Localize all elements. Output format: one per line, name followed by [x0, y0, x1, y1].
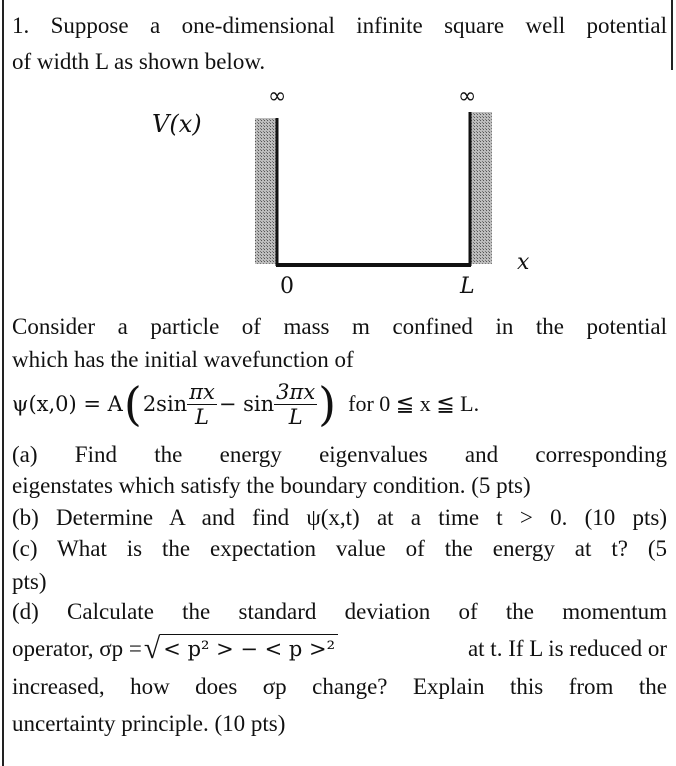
part-d-line-4: uncertainty principle. (10 pts) — [12, 711, 286, 736]
well-diagram — [0, 0, 676, 310]
width-label: L — [460, 274, 475, 299]
right-wall — [470, 112, 492, 264]
term2-den: L — [288, 404, 303, 429]
consider-line-2: which has the initial wavefunction of — [12, 347, 354, 372]
part-c-line-2: pts) — [12, 569, 47, 594]
sqrt-radicand: < p² > − < p >² — [160, 634, 338, 663]
term1-num: πx — [189, 379, 215, 404]
left-wall — [255, 118, 277, 264]
consider-line-1: Consider a particle of mass m confined in the potential — [12, 314, 667, 339]
infinity-right: ∞ — [458, 84, 477, 109]
part-d-line-2 — [12, 631, 667, 665]
origin-label: 0 — [280, 274, 294, 299]
intro-line-2: of width L as shown below. — [12, 49, 266, 74]
part-d-operator-text: operator, σp = — [12, 635, 142, 661]
potential-label: V(x) — [152, 110, 202, 138]
part-b: (b) Determine A and find ψ(x,t) at a time t > 0. (10 pts) — [12, 505, 667, 530]
part-d-line-2-tail: at t. If L is reduced or — [462, 635, 667, 661]
intro-line-1: 1. Suppose a one-dimensional infinite square well potential — [12, 13, 667, 38]
minus-sin: − sin — [218, 392, 275, 416]
right-paren: ) — [318, 377, 337, 431]
part-d-line-3: increased, how does σp change? Explain this from the — [12, 674, 667, 699]
domain-condition: for 0 ≦ x ≦ L. — [348, 391, 480, 416]
part-c-line-1: (c) What is the expectation value of the energy at t? (5 — [12, 536, 667, 561]
term1-den: L — [195, 404, 209, 429]
part-a-line-2: eigenstates which satisfy the boundary condition. (5 pts) — [12, 473, 531, 498]
term2-fraction — [274, 380, 317, 429]
infinity-left: ∞ — [268, 84, 287, 109]
term1-fraction — [187, 380, 217, 429]
part-a-line-1: (a) Find the energy eigenvalues and corresponding — [12, 442, 667, 467]
part-d-line-1: (d) Calculate the standard deviation of the momentum — [12, 599, 667, 624]
left-paren: ( — [123, 377, 142, 431]
x-axis-label: x — [517, 250, 530, 275]
term1-coef: 2sin — [142, 392, 188, 416]
sqrt-symbol: √ — [143, 631, 161, 665]
wavefunction-lhs: ψ(x,0) = A — [12, 392, 123, 416]
wavefunction-equation — [12, 374, 479, 434]
term2-num: 3πx — [276, 379, 316, 404]
